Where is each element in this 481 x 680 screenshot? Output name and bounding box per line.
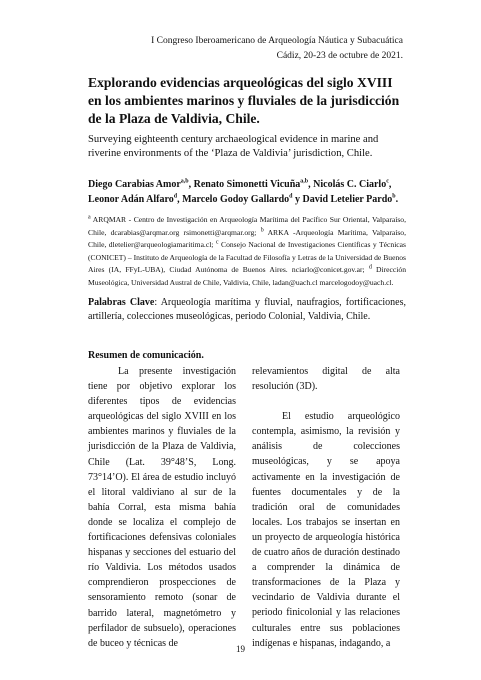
paragraph: La presente investigación tiene por objetivo explorar los diferentes tipos de evidencias arqueológicas del siglo XVIII en los ambientes marinos y fluviales de la jurisdicción de la Plaza de Valdivia, Chile (Lat. 39°48’S, Long. 73°14’O). El área de estudio incluyó el litoral valdiviano al sur de la bahía Corral, esta misma bahía donde se localiza el complejo de fortificaciones defensivas coloniales hispanas y secciones del estuario del río Valdivia. Los métodos usados comprendieron prospecciones de sensoramiento remoto (sonar de barrido lateral, magnetómetro y perfilador de subsuelo), operaciones de buceo y técnicas de	[88, 366, 236, 649]
affiliations: $^a$ ARQMAR - Centro de Investigación en Arqueología Marítima del Pacífico Sur Oriental, Valparaíso, Chile, dcarabias@arqmar.org rsimonetti@arqmar.org; $^b$ ARKA -Arqueología Marítima, Valparaíso, Chile, dletelier@arqueologiamaritima.cl; $^c$ Consejo Nacional de Investigaciones Científicas y Técnicas (CONICET) – Instituto de Arqueología de la Facultad de Filosofía y Letras de la Universidad de Buenos Aires (IA, FFyL-UBA), Ciudad Autónoma de Buenos Aires. nciarlo@conicet.gov.ar; $^d$ Dirección Museológica, Universidad Austral de Chile, Valdivia, Chile, ladan@uach.cl marcelogodoy@uach.cl.	[88, 214, 407, 287]
section-title: Resumen de comunicación.	[88, 350, 204, 361]
keywords-text: : Arqueología marítima y fluvial, naufragios, fortificaciones, artillería, colecciones museológicas, periodo Colonial, Valdivia, Chile.	[88, 297, 407, 322]
author: Leonor Adán Alfaro$^d$,	[88, 193, 183, 205]
right-column	[252, 364, 400, 651]
author: Marcelo Godoy Gallardo$^d$ y	[182, 193, 303, 205]
paper-subtitle: Surveying eighteenth century archaeological evidence in marine and riverine environments of the ‘Plaza de Valdivia’ jurisdiction, Chile.	[88, 134, 379, 159]
author: David Letelier Pardo$^b$.	[302, 193, 399, 205]
paragraph: El estudio arqueológico contempla, asimismo, la revisión y análisis de colecciones museológicas, y se apoya activamente en la investigación de fuentes documentales y de la tradición oral de comunidades locales. Los trabajos se insertan en un proyecto de arqueología histórica de cuatro años de duración destinado a comprender la dinámica de transformaciones de la Plaza y vecindario de Valdivia durante el periodo finicolonial y las relaciones culturales entre sus poblaciones indígenas e hispanas, indagando, a	[252, 411, 401, 649]
author: Nicolás C. Ciarlo$^c$,	[313, 178, 392, 190]
author: Diego Carabias Amor$^{a,b}$,	[88, 178, 194, 190]
left-column	[88, 364, 236, 651]
paper-title: Explorando evidencias arqueológicas del siglo XVIII en los ambientes marinos y fluviales de la jurisdicción de la Plaza de Valdivia, Chile.	[88, 75, 400, 126]
keywords-label: Palabras Clave	[88, 297, 155, 308]
conference-place-date: Cádiz, 20-23 de octubre de 2021.	[276, 51, 403, 61]
author: Renato Simonetti Vicuña$^{a,b}$,	[193, 178, 314, 190]
paragraph-continuation: relevamientos digital de alta resolución (3D).	[252, 366, 400, 393]
keywords	[88, 296, 406, 324]
page-number: 19	[236, 644, 245, 654]
author-list	[88, 177, 406, 207]
conference-header: I Congreso Iberoamericano de Arqueología Náutica y Subacuática	[151, 36, 403, 46]
